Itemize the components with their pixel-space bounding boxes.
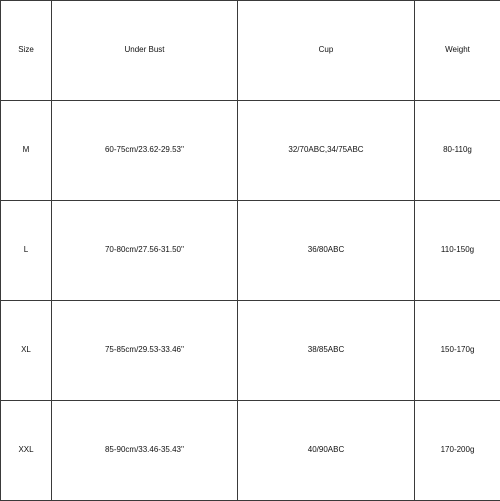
cell-cup: 36/80ABC xyxy=(238,201,415,301)
table-header-row xyxy=(1,1,500,101)
cell-size: L xyxy=(1,201,52,301)
cell-weight: 170-200g xyxy=(415,401,500,501)
cell-under-bust: 70-80cm/27.56-31.50'' xyxy=(52,201,238,301)
table-row xyxy=(1,401,500,501)
cell-under-bust: 60-75cm/23.62-29.53'' xyxy=(52,101,238,201)
cell-cup: 32/70ABC,34/75ABC xyxy=(238,101,415,201)
header-weight: Weight xyxy=(415,1,500,101)
header-size: Size xyxy=(1,1,52,101)
cell-weight: 110-150g xyxy=(415,201,500,301)
cell-cup: 38/85ABC xyxy=(238,301,415,401)
header-cup: Cup xyxy=(238,1,415,101)
cell-weight: 150-170g xyxy=(415,301,500,401)
cell-size: M xyxy=(1,101,52,201)
cell-under-bust: 85-90cm/33.46-35.43'' xyxy=(52,401,238,501)
cell-under-bust: 75-85cm/29.53-33.46'' xyxy=(52,301,238,401)
cell-weight: 80-110g xyxy=(415,101,500,201)
cell-cup: 40/90ABC xyxy=(238,401,415,501)
table-row xyxy=(1,101,500,201)
header-under-bust: Under Bust xyxy=(52,1,238,101)
table-row xyxy=(1,201,500,301)
table-row xyxy=(1,301,500,401)
cell-size: XXL xyxy=(1,401,52,501)
cell-size: XL xyxy=(1,301,52,401)
